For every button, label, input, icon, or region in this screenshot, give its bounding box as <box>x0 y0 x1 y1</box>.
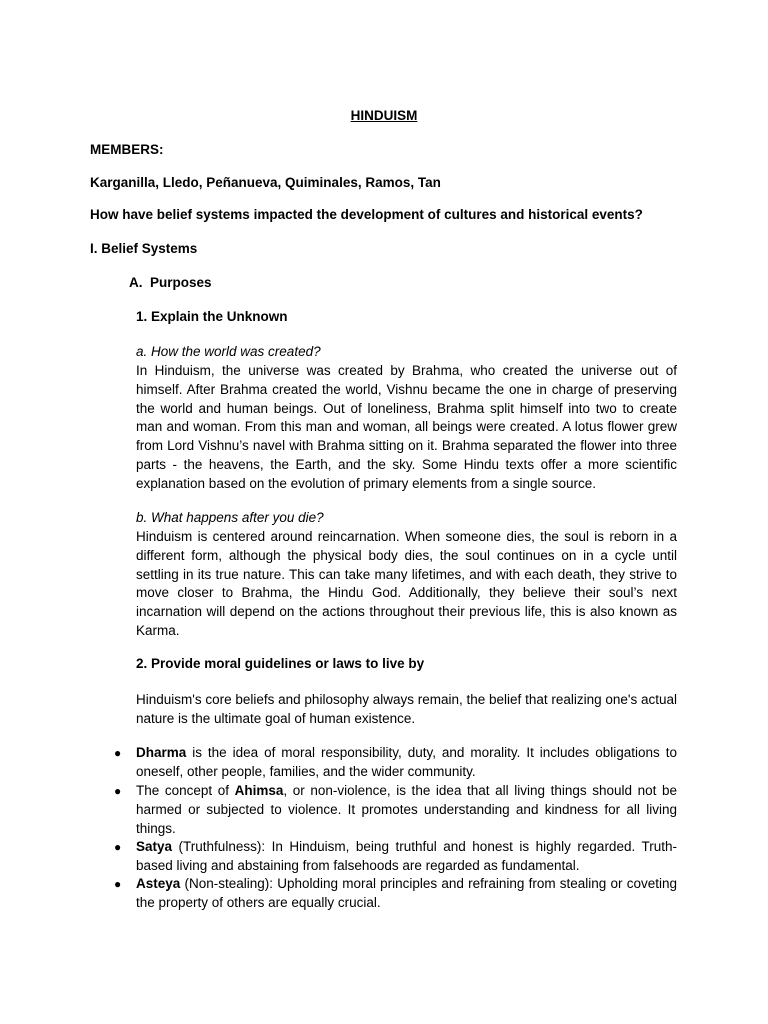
bullet-marker: ● <box>114 877 122 891</box>
document-title: HINDUISM <box>350 108 418 123</box>
paragraph-core-beliefs: Hinduism's core beliefs and philosophy always remain, the belief that realizing one's actual nature is the ultimate goal of human existence. <box>136 692 677 726</box>
question-world-created: a. How the world was created? <box>136 344 321 359</box>
heading-explain-unknown: 1. Explain the Unknown <box>136 309 288 324</box>
list-item-ahimsa <box>136 782 677 838</box>
members-label: MEMBERS: <box>90 142 164 157</box>
section-heading-belief-systems: I. Belief Systems <box>90 241 198 256</box>
bullet-marker: ● <box>114 784 122 798</box>
term-satya: Satya <box>136 839 173 854</box>
list-item-dharma <box>136 744 677 782</box>
dharma-description: is the idea of moral responsibility, duty, and morality. It includes obligations to oneself, other people, families, and the wider community. <box>136 745 677 779</box>
ahimsa-description: , or non-violence, is the idea that all living things should not be harmed or subjected to violence. It promotes understanding and kindness for all living things. <box>136 783 677 836</box>
members-names: Karganilla, Lledo, Peñanueva, Quiminales, Ramos, Tan <box>90 175 441 190</box>
bullet-marker: ● <box>114 840 122 854</box>
bullet-marker: ● <box>114 746 122 760</box>
guiding-question: How have belief systems impacted the development of cultures and historical events? <box>90 207 643 222</box>
term-ahimsa: Ahimsa <box>234 783 284 798</box>
list-item-satya <box>136 838 677 876</box>
paragraph-creation: In Hinduism, the universe was created by Brahma, who created the universe out of himself. After Brahma created the world, Vishnu became the one in charge of preserving the world and human beings. Out of loneliness, Brahma split himself into two to create man and woman. From this man and woman, all beings were created. A lotus flower grew from Lord Vishnu’s navel with Brahma sitting on it. Brahma separated the flower into three parts - the heavens, the Earth, and the sky. Some Hindu texts offer a more scientific explanation based on the evolution of primary elements from a single source. <box>136 363 677 491</box>
ahimsa-prefix: The concept of <box>136 783 235 798</box>
list-item-asteya <box>136 875 677 913</box>
heading-moral-guidelines: 2. Provide moral guidelines or laws to live by <box>136 656 425 671</box>
term-asteya: Asteya <box>136 876 181 891</box>
satya-description: (Truthfulness): In Hinduism, being truthful and honest is highly regarded. Truth-based living and abstaining from falsehoods are regarded as fundamental. <box>136 839 677 873</box>
term-dharma: Dharma <box>136 745 187 760</box>
question-after-death: b. What happens after you die? <box>136 510 324 525</box>
paragraph-reincarnation: Hinduism is centered around reincarnation. When someone dies, the soul is reborn in a different form, although the physical body dies, the soul continues on in a cycle until settling in its true nature. This can take many lifetimes, and with each death, they strive to move closer to Brahma, the Hindu God. Additionally, they believe their soul’s next incarnation will depend on the actions throughout their previous life, this is also known as Karma. <box>136 529 677 638</box>
asteya-description: (Non-stealing): Upholding moral principles and refraining from stealing or coveting the property of others are equally crucial. <box>136 876 677 910</box>
subsection-heading-purposes: A. Purposes <box>129 275 212 290</box>
